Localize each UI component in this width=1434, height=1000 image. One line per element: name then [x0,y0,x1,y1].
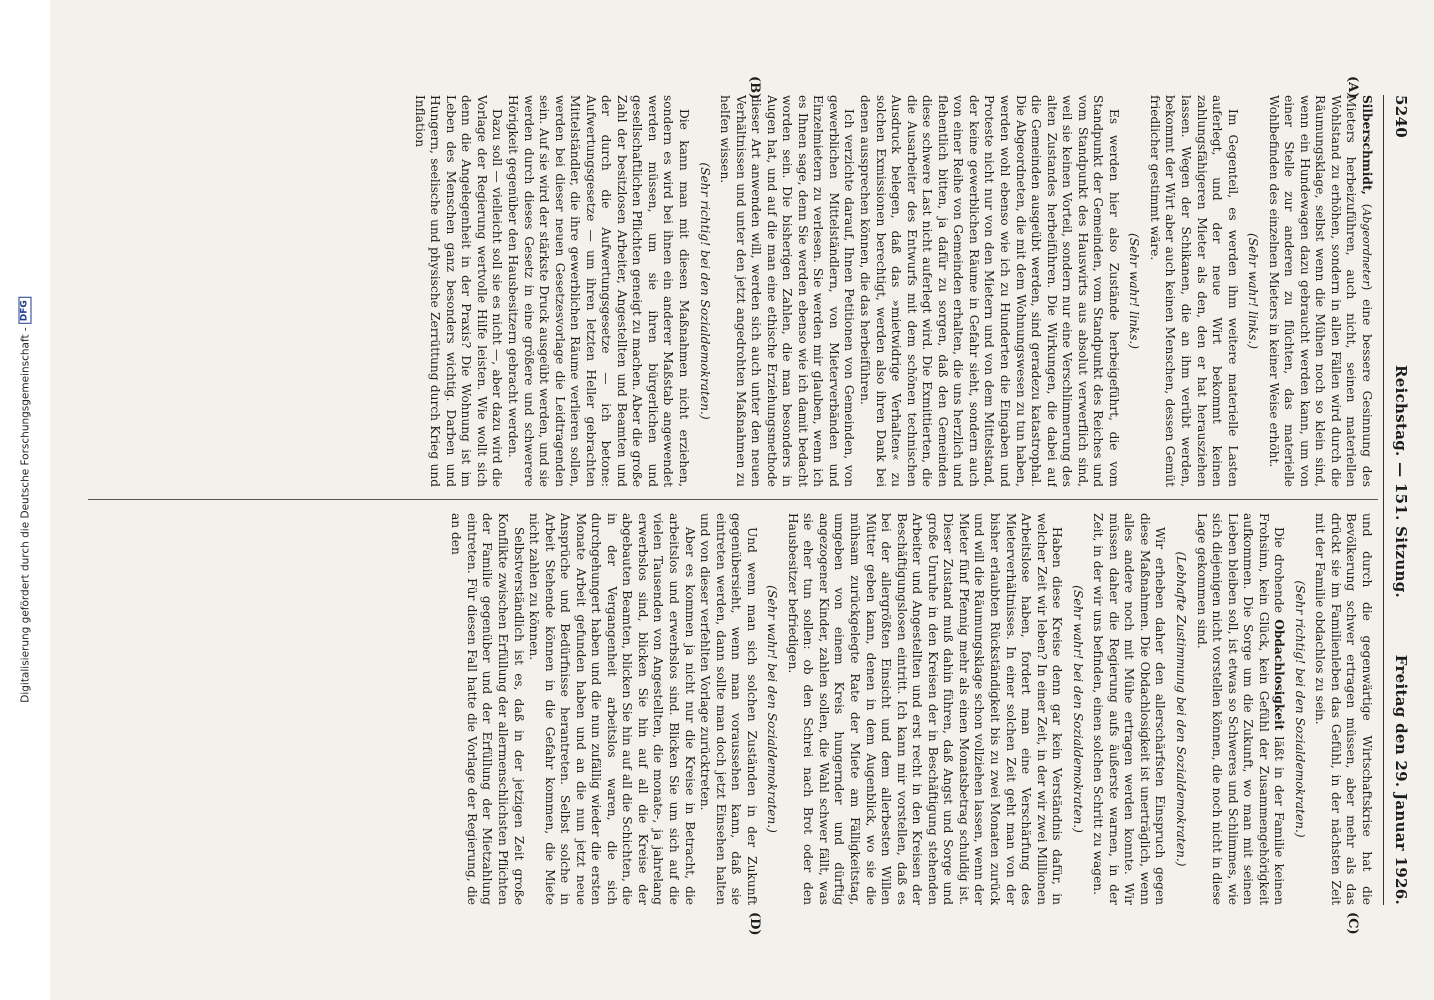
paragraph: Die kann man mit diesen Maßnahmen nicht erziehen, sondern es wird bei ihnen ein anderer Maßstab angewendet werden müssen, um sie ihren bürgerlichen und gesellschaftlichen Pflichten geneigt zu machen. Aber die große Zahl der besitzlosen Arbeiter, Angestellten und Beamten und der durch die Aufwertungsgesetze — ich betone: Aufwertungsgesetze — um ihren letzten Heller gebrachten Mittelständler, die ihre gewerblichen Räume verlieren sollen, werden bei dieser neuen Gesetzesvorlage die Leidtragenden sein. Auf sie wird der stärkste Druck ausgeübt werden, und sie werden durch dieses Gesetz in eine größere und schwerere Hörigkeit gegenüber den Hausbesitzern gebracht werden. [506,95,692,487]
paragraph: Silberschmidt, (Abgeordneter) eine bessere Gesinnung des Mieters herbeizuführen, auch nicht, seinen materiellen Wohlstand zu erhöhen, sondern in allen Fällen wird durch die Räumungsklage, selbst wenn die Mühen noch so klein sind, wenn ein Hundewagen dazu gebraucht werden kann, um von einer Stelle zur anderen zu flüchten, das materielle Wohlbefinden des einzelnen Mieters in keiner Weise erhöht. [1266,95,1374,487]
paragraph: Ich verzichte darauf, Ihnen Petitionen von Gemeinden, von gewerblichen Mittelständlern, von Mieterverbänden und Einzelmietern zu verlesen. Sie werden mir glauben, wenn ich es Ihnen sage, denn Sie werden ebenso wie ich damit bedacht worden sein. Die bisherigen Zahlen, die man besonders in Augen hat, und auf die man eine ethische Erziehungsmethode dieser Art anwenden will, werden sich auch unter den neuen Verhältnissen und unter den jetzt angedrohten Maßnahmen zu helfen wissen. [718,95,857,487]
margin-marker-a: (A) [1345,76,1360,99]
digitization-credit [19,297,32,703]
paragraph: Wir erheben daher den allerschärfsten Einspruch gegen diese Maßnahmen. Die Obdachlosigkeit ist unerträglich, wenn alles andere noch mit Mühe ertragen werden konnte. Wir müssen daher die Regierung aufs äußerste warnen, in der Zeit, in der wir uns befinden, einen solchen Schritt zu wagen. [1091,513,1168,905]
dfg-logo: DFG [19,297,32,324]
interjection: (Sehr wahr! bei den Sozialdemokraten.) [1070,585,1085,833]
session-date: Freitag den 29. Januar 1926. [1392,654,1410,905]
speaker-note: Abgeordneter [1360,208,1373,286]
paragraph: Haben diese Kreise denn gar kein Verständnis dafür, in welcher Zeit wir leben? In einer Zeit, in der wir zwei Millionen Arbeitslose haben, fordert man eine Verschärfung des Mieterverhältnisses. In einer solchen Zeit geht man von der bisher erlaubten Rückständigkeit bis zu zwei Monaten zurück und will die Räumungsklage schon vollziehen lassen, wenn der Mieter fünf Pfennig mehr als einen Monatsbetrag schuldig ist. Dieser Zustand muß dahin führen, daß Angst und Sorge und große Unruhe in den Kreisen der in Beschäftigung stehenden Arbeiter und Angestellten und erst recht in den Kreisen der Beschäftigungslosen eintritt. Ich kann mir vorstellen, daß es bei der allergrößten Einsicht und dem allerbesten Willen Mütter geben kann, denen in dem Augenblick, wo sie die mühsam zurückgelegte Rate der Miete am Fälligkeitstag, umgeben von einem Kreis hungernder und dürftig angezogener Kinder, zahlen sollen, die Wahl schwer fällt, was sie eher tun sollen: ob den Schrei nach Brot oder den Hausbesitzer befriedigen. [785,513,1065,905]
paragraph: Selbstverständlich ist es, daß in der jetzigen Zeit große Konflikte zwischen Erfüllung der allermenschlichsten Pflichten der Familie gegenüber und der Erfüllung der Mietzahlung eintreten. Für diesen Fall hatte die Vorlage der Regierung, die an den [449,513,526,905]
running-title: Reichstag. — 151. Sitzung. [1392,365,1410,599]
interjection: (Sehr richtig! bei den Sozialdemokraten.) [1292,580,1307,838]
header-rule [1383,95,1384,905]
paragraph [1193,513,1286,905]
page-number: 5240 [1392,95,1410,138]
paragraph: Im Gegenteil, es werden ihm weitere materielle Lasten auferlegt, und der neue Wirt bekommt keinen zahlungsfähigeren Mieter als den, den er hat herausziehen lassen. Wegen der Schikanen, die an ihm verübt werden, bekommt der Wirt aber auch keinen Menschen, dessen Gemüt friedlicher gestimmt wäre. [1147,95,1240,487]
paragraph: und durch die gegenwärtige Wirtschaftskrise hat die Bevölkerung schwer ertragen müssen, aber mehr als das drückt sie im Familienleben das Gefühl, in der nächsten Zeit mit der Familie obdachlos zu sein. [1313,513,1374,905]
page-header [1382,95,1416,905]
column-divider [88,499,1378,500]
paragraph-text: läßt in der Familie keinen Frohsinn, kein Glück, kein Gefühl der Zusammengehörigkeit aufkommen. Die Sorge um die Zukunft, wo man mit seinen Lieben bleiben soll, ist etwas so Schweres und Schlimmes, wie sich diejenigen nicht vorstellen können, die noch nicht in diese Lage gekommen sind. [1194,513,1287,905]
credit-text: Digitalisierung gefördert durch die Deutsche Forschungsgemeinschaft - [19,327,31,703]
interjection: (Lebhafte Zustimmung bei den Sozialdemokraten.) [1173,551,1188,867]
margin-marker-b: (B) [747,76,762,100]
paragraph: Es werden hier also Zustände herbeigeführt, die vom Standpunkt der Gemeinden, vom Standpunkt des Reiches und vom Standpunkt des Hauswirts aus absolut verwerflich sind, weil sie keinen Vorteil, sondern nur eine Verschlimmerung des alten Zustandes herbeiführen. Die Wirkungen, die dabei auf die Gemeinden ausgeübt werden, sind geradezu katastrophal. Die Abgeordneten, die mit dem Wohnungswesen zu tun haben, werden wohl ebenso wie ich zu Hunderten die Eingaben und Proteste nicht nur von den Mietern und von dem Mittelstand, der keine gewerblichen Räume in Gefahr sieht, sondern auch von einer Reihe von Gemeinden erhalten, die uns herzlich und flehentlich bitten, ja dafür zu sorgen, daß den Gemeinden diese schwere Last nicht auferlegt wird. Die Exmittierten, die die Ausarbeiter des Entwurfs mit dem schönen technischen Ausdruck belegen, daß das »mietwidrige Verhalten« zu solchen Exmissionen berechtigt, werden also ihren Dank bei denen aussprechen können, die das herbeiführen. [858,95,1121,487]
speaker-name: Silberschmidt, [1360,95,1374,195]
margin-marker-c: (C) [1345,912,1360,935]
page-content [50,0,1434,1000]
interjection: (Sehr wahr! bei den Sozialdemokraten.) [765,585,780,833]
paragraph-text: eine bessere Gesinnung des Mieters herbeizuführen, auch nicht, seinen materiellen Wohlstand zu erhöhen, sondern in allen Fällen wird durch die Räumungsklage, selbst wenn die Mühen noch so klein sind, wenn ein Hundewagen dazu gebraucht werden kann, um von einer Stelle zur anderen zu flüchten, das materielle Wohlbefinden des einzelnen Mieters in keiner Weise erhöht. [1266,95,1374,487]
paragraph-lead: Die drohende [1272,527,1287,613]
left-margin [0,0,50,1000]
interjection: (Sehr wahr! links.) [1127,233,1142,349]
margin-marker-d: (D) [747,912,762,936]
interjection: (Sehr wahr! links.) [1246,233,1261,349]
keyword: Obdachlosigkeit [1272,619,1287,731]
left-column [84,95,1374,487]
paragraph: Dazu soll — vielleicht soll sie es nicht —, aber dazu wird die Vorlage der Regierung wertvolle Hilfe leisten. Wie wollt sich denn die Angelegenheit in der Praxis? Die Wohnung ist im Leben des Menschen ganz besonders wichtig. Darben und Hungern, seelische und physische Zerrüttung durch Krieg und Inflation [412,95,505,487]
interjection: (Sehr richtig! bei den Sozialdemokraten.) [697,162,712,420]
paragraph: Und wenn man sich solchen Zuständen in der Zukunft gegenübersieht, wenn man voraussehen kann, daß sie eintreten werden, dann sollte man doch jetzt Einsehen halten und von dieser verfehlten Vorlage zurücktreten. [698,513,759,905]
right-column [84,513,1374,905]
paragraph: Aber es kommen ja nicht nur die Kreise in Betracht, die arbeitslos und erwerbslos sind. Blicken Sie um sich auf die vielen Tausenden von Angestellten, die monate-, ja jahrelang erwerbslos sind, blicken Sie hin auf all die Kreise der abgebauten Beamten, blicken Sie hin auf all die Schichten, die in der Vergangenheit arbeitslos waren, die sich durchgehungert haben und die nun zufällig wieder die ersten Monate Arbeit gefunden haben und an die nun jetzt neue Ansprüche und Bedürfnisse herantreten. Selbst solche in Arbeit Stehende können in die Gefahr kommen, die Miete nicht zahlen zu können. [527,513,697,905]
scanned-page [50,0,1434,1000]
